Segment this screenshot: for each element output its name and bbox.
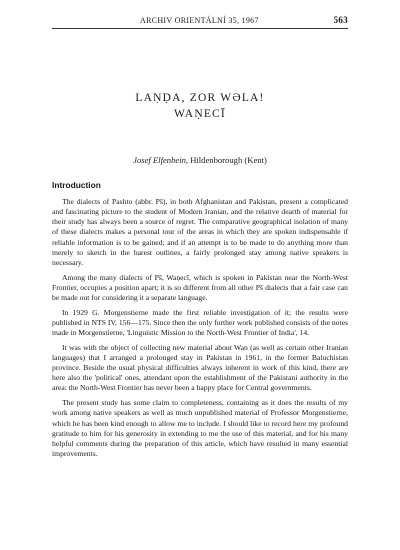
page-number: 563: [333, 15, 348, 25]
byline: [0, 155, 400, 165]
paragraph: Among the many dialects of Pš, Waṇecī, which is spoken in Pakistan near the North-West Frontier, occupies a position apart; it is so different from all other Pš dialects that a fair case can be made out for considering it a separate language.: [52, 272, 348, 302]
header-rule: [52, 28, 348, 29]
section-heading: Introduction: [52, 180, 101, 190]
article-subtitle: WAṆECĪ: [174, 108, 226, 120]
paragraph: In 1929 G. Morgenstierne made the first reliable investigation of it; the results were published in NTS IV, 156—175. Since then the only further work published consists of the notes made in Morgenstierne, 'Linguistic Mission to the North-West Frontier of India', 14.: [52, 307, 348, 338]
paragraph: The dialects of Pashto (abbr. Pš), in both Afghanistan and Pakistan, present a complicated and fascinating picture to the student of Modern Iranian, and the relative dearth of material for their study has always been a source of regret. The comparative geographical isolation of many of these dialects makes a personal tour of the areas in which they are spoken indispensable if reliable information is to be gained; and if an attempt is to be made to do anything more than merely to sketch in the barest outlines, a fairly prolonged stay among native speakers is necessary.: [52, 197, 348, 267]
paragraph: The present study has some claim to completeness, containing as it does the results of my work among native speakers as well as much unpublished material of Professor Morgenstierne, which he has been kind enough to allow me to include. I should like to record here my profound gratitude to him for his generosity in extending to me the use of this material, and for his many helpful comments during the preparation of this article, which have resulted in many essential improvements.: [52, 398, 348, 458]
author-affiliation: , Hildenborough (Kent): [185, 155, 267, 165]
paragraph: It was with the object of collecting new material about Wan (as well as certain other Iranian languages) that I arranged a prolonged stay in Pakistan in 1961, in the former Baluchistan province. Beside the usual physical difficulties always inherent in work of this kind, there are here also the 'political' ones, attendant upon the establishment of the Pakistani authority in the area: the North-West Frontier has never been a happy place for Central governments.: [52, 342, 348, 393]
article-title: LAṆḌA, ZOR WƏLA!: [135, 92, 265, 104]
author-name: Josef Elfenbein: [133, 155, 186, 165]
article-body: [52, 197, 348, 464]
running-head: ARCHIV ORIENTÁLNÍ 35, 1967: [140, 16, 259, 25]
